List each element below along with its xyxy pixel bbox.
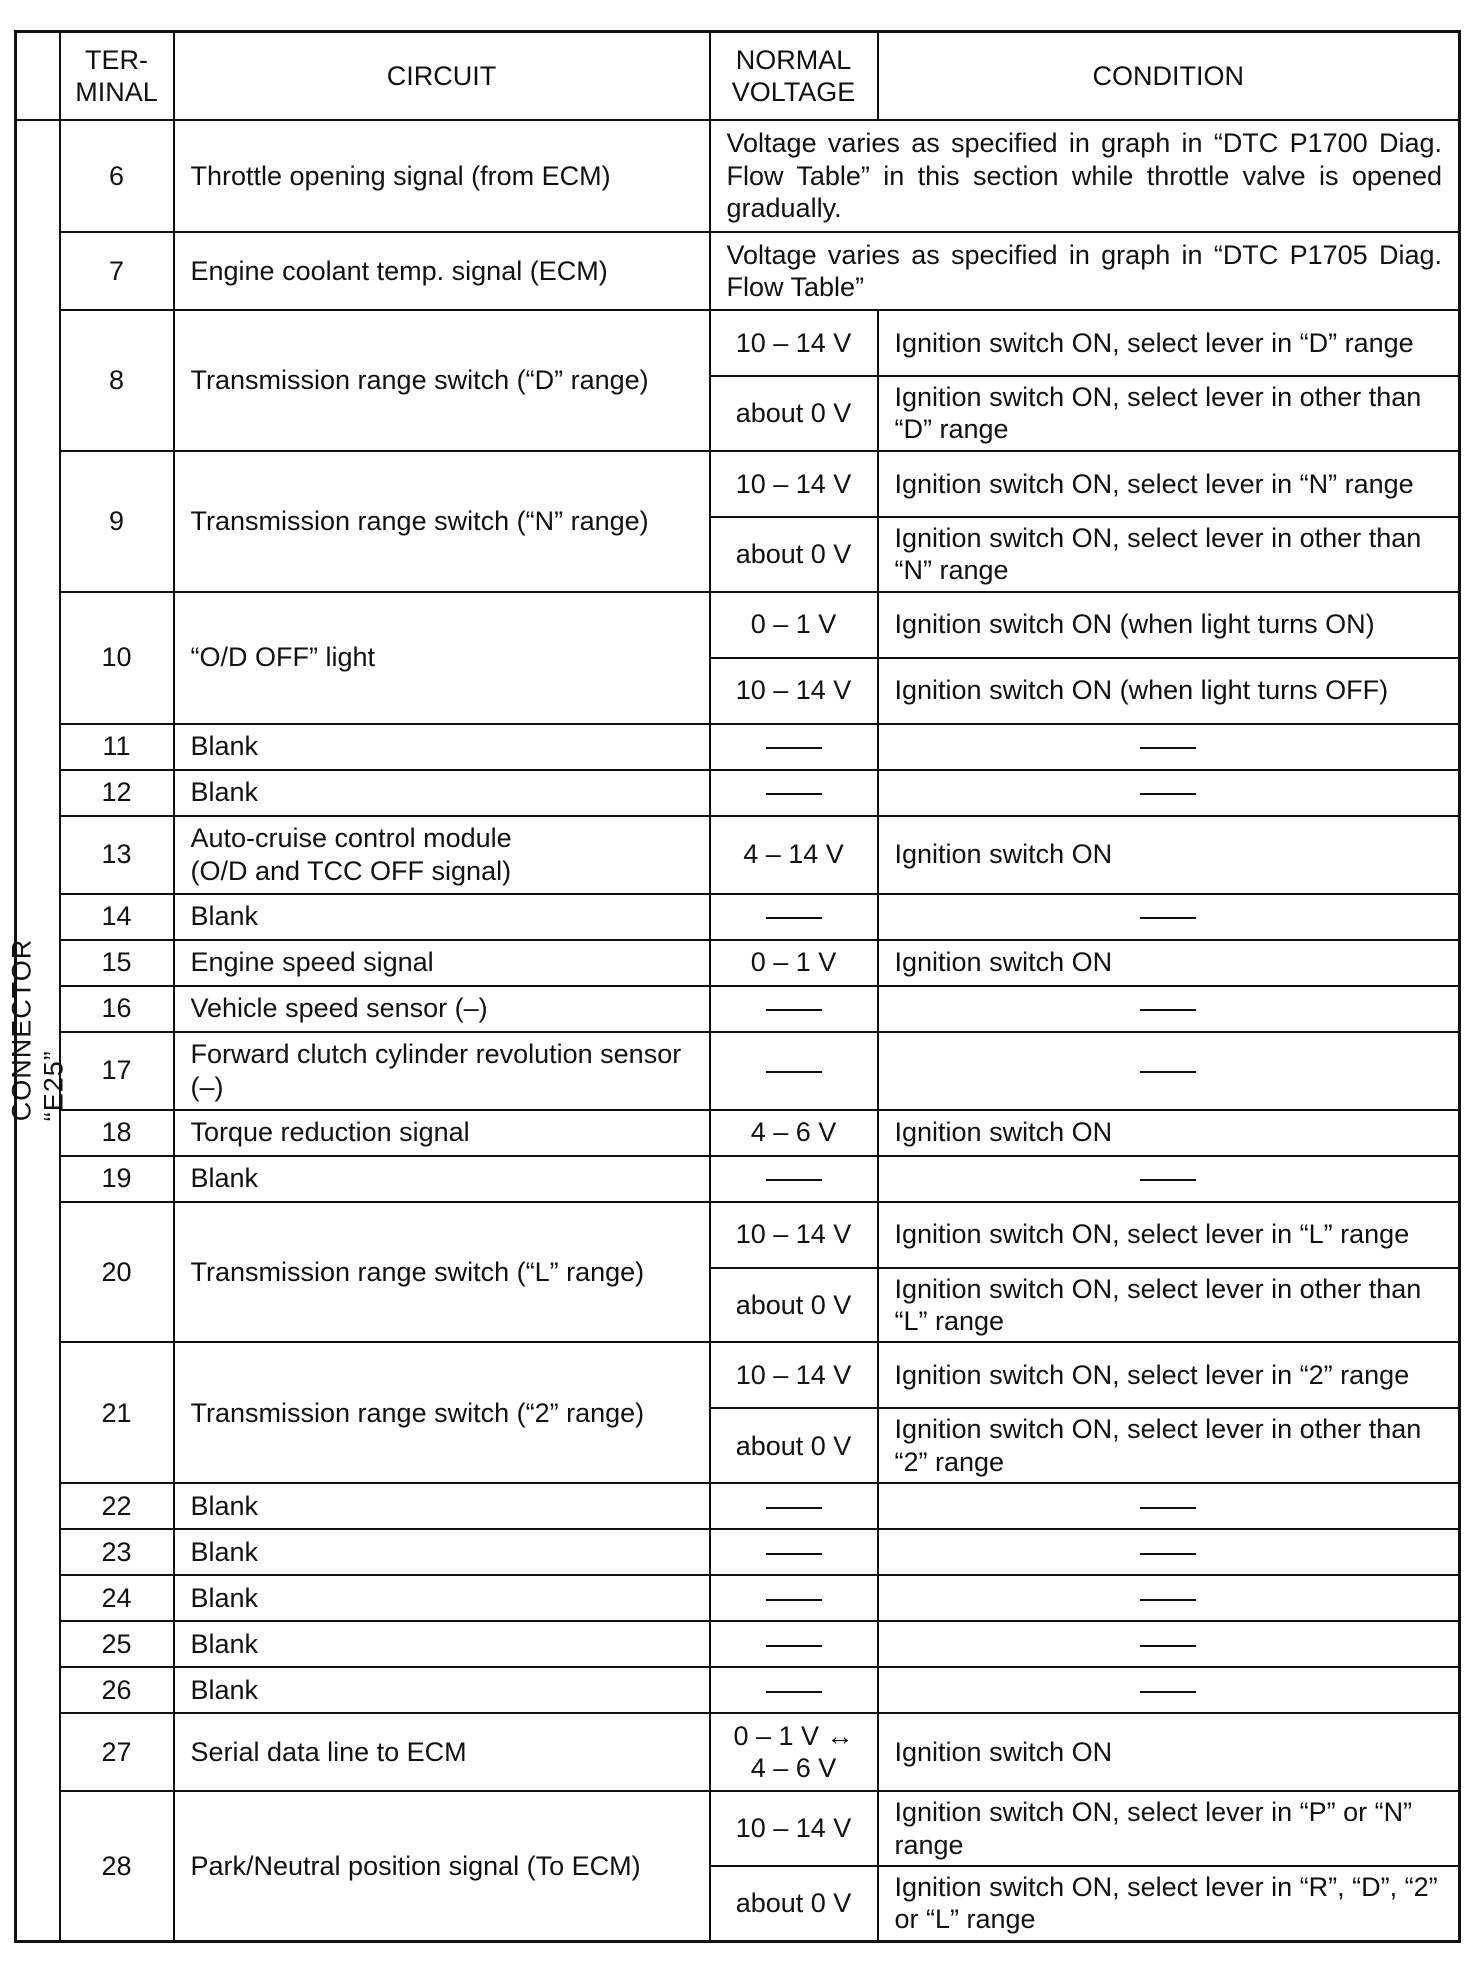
circuit-name: Engine coolant temp. signal (ECM) <box>174 232 710 310</box>
terminal-number: 15 <box>60 940 174 986</box>
condition: Ignition switch ON, select lever in “R”, “D”, “2” or “L” range <box>878 1866 1460 1941</box>
normal-voltage: about 0 V <box>710 376 878 451</box>
connector-header-cell <box>16 32 60 121</box>
condition: Ignition switch ON, select lever in other than “L” range <box>878 1268 1460 1343</box>
condition: Ignition switch ON (when light turns OFF) <box>878 658 1460 724</box>
not-applicable-dash <box>766 793 822 795</box>
condition: Ignition switch ON, select lever in “2” range <box>878 1342 1460 1408</box>
terminal-number: 9 <box>60 451 174 592</box>
table-row <box>16 894 1460 940</box>
not-applicable-dash <box>1140 747 1196 749</box>
condition: Ignition switch ON, select lever in other than “2” range <box>878 1408 1460 1483</box>
normal-voltage-empty <box>710 1483 878 1529</box>
condition-empty <box>878 986 1460 1032</box>
condition-empty <box>878 894 1460 940</box>
circuit-name: Blank <box>174 1667 710 1713</box>
normal-voltage: 0 – 1 V ↔ 4 – 6 V <box>710 1713 878 1791</box>
terminal-number: 21 <box>60 1342 174 1483</box>
table-row <box>16 310 1460 376</box>
table-row <box>16 1621 1460 1667</box>
condition: Ignition switch ON, select lever in other than “D” range <box>878 376 1460 451</box>
not-applicable-dash <box>766 1071 822 1073</box>
table-row <box>16 1342 1460 1408</box>
normal-voltage: about 0 V <box>710 1408 878 1483</box>
circuit-name: Blank <box>174 1483 710 1529</box>
not-applicable-dash <box>766 1691 822 1693</box>
circuit-name: “O/D OFF” light <box>174 592 710 724</box>
normal-voltage-empty <box>710 1529 878 1575</box>
terminal-number: 8 <box>60 310 174 451</box>
table-row <box>16 1032 1460 1110</box>
circuit-name: Transmission range switch (“2” range) <box>174 1342 710 1483</box>
table-row <box>16 1529 1460 1575</box>
not-applicable-dash <box>766 917 822 919</box>
terminal-spec-document <box>6 30 1458 1943</box>
normal-voltage: 10 – 14 V <box>710 658 878 724</box>
table-row <box>16 1156 1460 1202</box>
condition-header: CONDITION <box>878 32 1460 121</box>
circuit-name: Blank <box>174 1575 710 1621</box>
terminal-voltage-table <box>6 30 1461 1943</box>
merged-description: Voltage varies as specified in graph in “DTC P1700 Diag. Flow Table” in this section while throttle valve is opened gradually. <box>710 120 1460 232</box>
table-row <box>16 592 1460 658</box>
condition: Ignition switch ON <box>878 1713 1460 1791</box>
terminal-number: 27 <box>60 1713 174 1791</box>
condition: Ignition switch ON <box>878 1110 1460 1156</box>
connector-label-cell <box>6 120 69 1941</box>
table-header-row <box>16 32 1460 121</box>
terminal-number: 11 <box>60 724 174 770</box>
table-row <box>16 1483 1460 1529</box>
normal-voltage: 0 – 1 V <box>710 940 878 986</box>
normal-voltage: 4 – 14 V <box>710 816 878 894</box>
table-row <box>16 940 1460 986</box>
not-applicable-dash <box>1140 1691 1196 1693</box>
circuit-name: Blank <box>174 770 710 816</box>
condition-empty <box>878 1529 1460 1575</box>
normal-voltage: about 0 V <box>710 517 878 592</box>
terminal-number: 18 <box>60 1110 174 1156</box>
condition-empty <box>878 770 1460 816</box>
circuit-name: Transmission range switch (“L” range) <box>174 1202 710 1343</box>
normal-voltage-empty <box>710 1156 878 1202</box>
circuit-name: Auto-cruise control module (O/D and TCC OFF signal) <box>174 816 710 894</box>
circuit-name: Blank <box>174 1621 710 1667</box>
condition: Ignition switch ON (when light turns ON) <box>878 592 1460 658</box>
terminal-number: 28 <box>60 1791 174 1941</box>
normal-voltage: 4 – 6 V <box>710 1110 878 1156</box>
merged-description: Voltage varies as specified in graph in “DTC P1705 Diag. Flow Table” <box>710 232 1460 310</box>
normal-voltage-empty <box>710 1032 878 1110</box>
not-applicable-dash <box>766 1553 822 1555</box>
circuit-name: Engine speed signal <box>174 940 710 986</box>
terminal-number: 14 <box>60 894 174 940</box>
not-applicable-dash <box>1140 917 1196 919</box>
terminal-number: 24 <box>60 1575 174 1621</box>
normal-voltage-empty <box>710 724 878 770</box>
circuit-name: Forward clutch cylinder revolution sensor (–) <box>174 1032 710 1110</box>
condition: Ignition switch ON, select lever in “P” or “N” range <box>878 1791 1460 1866</box>
table-row <box>16 770 1460 816</box>
condition: Ignition switch ON, select lever in “D” range <box>878 310 1460 376</box>
terminal-number: 23 <box>60 1529 174 1575</box>
normal-voltage: about 0 V <box>710 1866 878 1941</box>
condition-empty <box>878 1032 1460 1110</box>
terminal-number: 13 <box>60 816 174 894</box>
normal-voltage-empty <box>710 1575 878 1621</box>
condition: Ignition switch ON, select lever in “N” range <box>878 451 1460 517</box>
normal-voltage: 0 – 1 V <box>710 592 878 658</box>
terminal-number: 19 <box>60 1156 174 1202</box>
not-applicable-dash <box>766 1507 822 1509</box>
circuit-name: Transmission range switch (“N” range) <box>174 451 710 592</box>
terminal-number: 6 <box>60 120 174 232</box>
table-row <box>16 986 1460 1032</box>
not-applicable-dash <box>766 1179 822 1181</box>
terminal-number: 12 <box>60 770 174 816</box>
table-row <box>16 232 1460 310</box>
condition-empty <box>878 1575 1460 1621</box>
normal-voltage-empty <box>710 986 878 1032</box>
terminal-number: 20 <box>60 1202 174 1343</box>
table-row <box>16 724 1460 770</box>
table-row <box>16 1202 1460 1268</box>
circuit-name: Blank <box>174 1529 710 1575</box>
circuit-name: Transmission range switch (“D” range) <box>174 310 710 451</box>
table-row <box>16 120 1460 232</box>
not-applicable-dash <box>766 1645 822 1647</box>
normal-voltage: 10 – 14 V <box>710 310 878 376</box>
connector-label: CONNECTOR “E25” <box>6 939 69 1122</box>
condition: Ignition switch ON <box>878 816 1460 894</box>
normal-voltage: 10 – 14 V <box>710 451 878 517</box>
not-applicable-dash <box>766 1009 822 1011</box>
normal-voltage-empty <box>710 1667 878 1713</box>
terminal-number: 26 <box>60 1667 174 1713</box>
condition-empty <box>878 1156 1460 1202</box>
circuit-name: Vehicle speed sensor (–) <box>174 986 710 1032</box>
terminal-number: 16 <box>60 986 174 1032</box>
terminal-header: TER- MINAL <box>60 32 174 121</box>
normal-voltage: 10 – 14 V <box>710 1791 878 1866</box>
circuit-name: Torque reduction signal <box>174 1110 710 1156</box>
terminal-number: 22 <box>60 1483 174 1529</box>
table-body <box>6 120 1460 1941</box>
not-applicable-dash <box>766 1599 822 1601</box>
not-applicable-dash <box>1140 1009 1196 1011</box>
normal-voltage: 10 – 14 V <box>710 1202 878 1268</box>
not-applicable-dash <box>1140 1645 1196 1647</box>
not-applicable-dash <box>1140 1599 1196 1601</box>
terminal-number: 17 <box>60 1032 174 1110</box>
condition: Ignition switch ON, select lever in other than “N” range <box>878 517 1460 592</box>
table-row <box>16 1575 1460 1621</box>
condition-empty <box>878 1621 1460 1667</box>
not-applicable-dash <box>1140 1553 1196 1555</box>
normal-voltage: about 0 V <box>710 1268 878 1343</box>
normal-voltage-empty <box>710 1621 878 1667</box>
not-applicable-dash <box>1140 1179 1196 1181</box>
terminal-number: 25 <box>60 1621 174 1667</box>
not-applicable-dash <box>1140 1071 1196 1073</box>
table-row <box>16 1110 1460 1156</box>
normal-voltage-empty <box>710 894 878 940</box>
normal-voltage-header: NORMAL VOLTAGE <box>710 32 878 121</box>
not-applicable-dash <box>1140 793 1196 795</box>
condition: Ignition switch ON, select lever in “L” range <box>878 1202 1460 1268</box>
circuit-name: Park/Neutral position signal (To ECM) <box>174 1791 710 1941</box>
table-row <box>16 1791 1460 1866</box>
circuit-name: Throttle opening signal (from ECM) <box>174 120 710 232</box>
circuit-name: Blank <box>174 724 710 770</box>
circuit-name: Blank <box>174 894 710 940</box>
circuit-name: Blank <box>174 1156 710 1202</box>
not-applicable-dash <box>1140 1507 1196 1509</box>
condition-empty <box>878 1483 1460 1529</box>
not-applicable-dash <box>766 747 822 749</box>
terminal-number: 7 <box>60 232 174 310</box>
table-row <box>16 1713 1460 1791</box>
normal-voltage-empty <box>710 770 878 816</box>
normal-voltage: 10 – 14 V <box>710 1342 878 1408</box>
condition-empty <box>878 1667 1460 1713</box>
terminal-number: 10 <box>60 592 174 724</box>
table-row <box>16 816 1460 894</box>
table-row <box>16 1667 1460 1713</box>
circuit-header: CIRCUIT <box>174 32 710 121</box>
circuit-name: Serial data line to ECM <box>174 1713 710 1791</box>
condition-empty <box>878 724 1460 770</box>
table-row <box>16 451 1460 517</box>
condition: Ignition switch ON <box>878 940 1460 986</box>
